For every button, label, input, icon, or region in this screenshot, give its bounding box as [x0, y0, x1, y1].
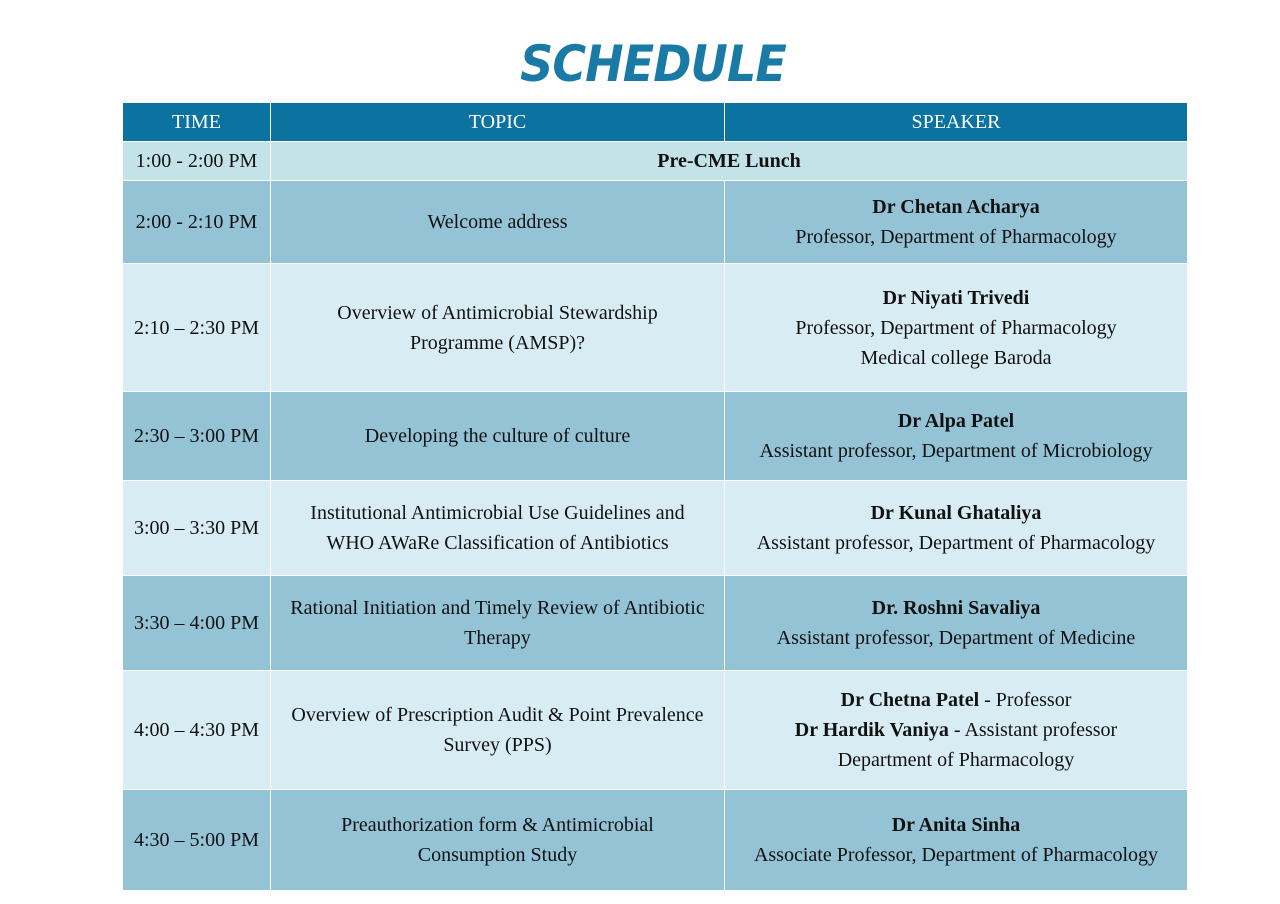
speaker-detail: Assistant professor, Department of Medicine — [776, 627, 1136, 649]
topic-line: Welcome address — [427, 211, 568, 233]
topic-line: Programme (AMSP)? — [410, 331, 585, 354]
header-time: TIME — [123, 103, 271, 142]
header-speaker: SPEAKER — [725, 103, 1188, 142]
speaker-name: Dr Kunal Ghataliya — [870, 502, 1042, 524]
speaker-line — [729, 715, 1183, 745]
table-row — [123, 392, 1188, 481]
topic-line: Therapy — [464, 627, 531, 649]
topic-cell — [271, 181, 725, 264]
topic-cell — [271, 576, 725, 671]
time-cell: 2:10 – 2:30 PM — [123, 264, 271, 392]
header-topic: TOPIC — [271, 103, 725, 142]
speaker-name: Dr Alpa Patel — [897, 410, 1015, 432]
topic-line: Overview of Prescription Audit & Point Prevalence — [291, 704, 704, 726]
topic-line: Overview of Antimicrobial Stewardship — [337, 301, 658, 324]
speaker-detail: Assistant professor, Department of Microbiology — [759, 440, 1153, 462]
speaker-name: Dr. Roshni Savaliya — [871, 597, 1041, 619]
topic-line: Survey (PPS) — [443, 734, 552, 756]
time-cell: 4:00 – 4:30 PM — [123, 671, 271, 790]
topic-cell — [271, 392, 725, 481]
topic-cell — [271, 790, 725, 891]
topic-line: Rational Initiation and Timely Review of Antibiotic — [290, 597, 705, 619]
speaker-line — [729, 685, 1183, 715]
speaker-role: - Assistant professor — [948, 719, 1118, 741]
table-row-lunch — [123, 142, 1188, 181]
speaker-name: Dr Chetan Acharya — [872, 196, 1040, 218]
table-row — [123, 181, 1188, 264]
topic-line: Preauthorization form & Antimicrobial — [341, 814, 654, 836]
topic-cell — [271, 264, 725, 392]
speaker-detail: Associate Professor, Department of Pharmacology — [753, 844, 1159, 866]
speaker-name: Dr Anita Sinha — [891, 814, 1021, 836]
table-row — [123, 790, 1188, 891]
speaker-detail: Professor, Department of Pharmacology — [795, 226, 1117, 248]
speaker-cell — [725, 181, 1188, 264]
table-row — [123, 481, 1188, 576]
speaker-role: - Professor — [979, 689, 1072, 711]
speaker-cell — [725, 576, 1188, 671]
speaker-cell — [725, 671, 1188, 790]
table-row — [123, 671, 1188, 790]
topic-cell — [271, 481, 725, 576]
lunch-text: Pre-CME Lunch — [657, 150, 801, 172]
speaker-cell — [725, 481, 1188, 576]
time-cell: 4:30 – 5:00 PM — [123, 790, 271, 891]
speaker-detail: Professor, Department of Pharmacology — [795, 316, 1117, 339]
time-cell: 3:00 – 3:30 PM — [123, 481, 271, 576]
page-title: SCHEDULE — [520, 35, 786, 93]
speaker-detail: Assistant professor, Department of Pharmacology — [756, 532, 1156, 554]
time-cell: 3:30 – 4:00 PM — [123, 576, 271, 671]
table-row — [123, 264, 1188, 392]
speaker-cell — [725, 392, 1188, 481]
time-cell: 1:00 - 2:00 PM — [123, 142, 271, 181]
time-cell: 2:00 - 2:10 PM — [123, 181, 271, 264]
schedule-table — [122, 102, 1188, 891]
speaker-name: Dr Hardik Vaniya — [794, 719, 949, 741]
speaker-name: Dr Niyati Trivedi — [882, 286, 1030, 309]
topic-line: Developing the culture of culture — [364, 425, 631, 447]
topic-line: WHO AWaRe Classification of Antibiotics — [326, 532, 669, 554]
speaker-cell — [725, 790, 1188, 891]
speaker-name: Dr Chetna Patel — [840, 689, 980, 711]
speaker-detail: Medical college Baroda — [860, 346, 1052, 369]
topic-cell — [271, 671, 725, 790]
speaker-detail: Department of Pharmacology — [837, 749, 1075, 771]
speaker-cell — [725, 264, 1188, 392]
lunch-label — [271, 142, 1188, 181]
table-row — [123, 576, 1188, 671]
topic-line: Institutional Antimicrobial Use Guidelines and — [310, 502, 685, 524]
time-cell: 2:30 – 3:00 PM — [123, 392, 271, 481]
topic-line: Consumption Study — [417, 844, 578, 866]
header-row — [123, 103, 1188, 142]
